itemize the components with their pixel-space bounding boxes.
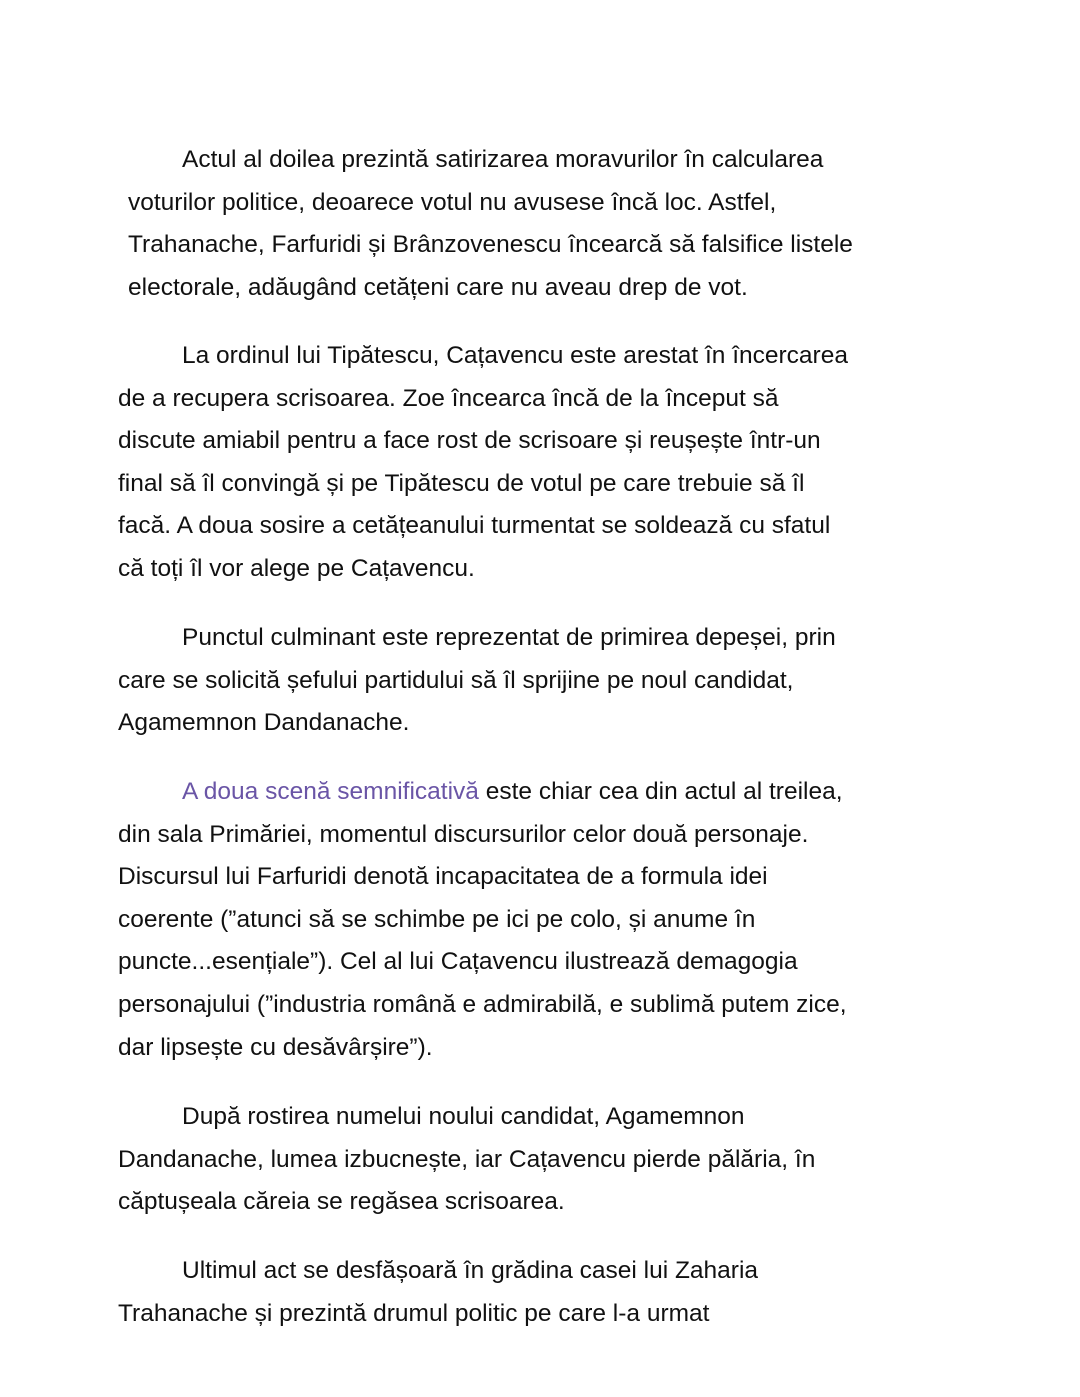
text-line: din sala Primăriei, momentul discursurilor celor două personaje.	[118, 820, 809, 848]
text-line: de a recupera scrisoarea. Zoe încearca încă de la început să	[118, 384, 779, 412]
paragraph-second-scene	[118, 771, 847, 1069]
text-line: La ordinul lui Tipătescu, Cațavencu este arestat în încercarea	[182, 342, 848, 369]
text-line: Agamemnon Dandanache.	[118, 709, 410, 737]
text-line: discute amiabil pentru a face rost de scrisoare și reușește într-un	[118, 427, 821, 455]
text-line: După rostirea numelui noului candidat, Agamemnon	[182, 1103, 745, 1130]
text-line: Punctul culminant este reprezentat de primirea depeșei, prin	[182, 624, 836, 651]
paragraph-candidate-name	[118, 1096, 815, 1224]
text-line: dar lipsește cu desăvârșire”).	[118, 1033, 433, 1061]
text-line: că toți îl vor alege pe Cațavencu.	[118, 554, 475, 582]
text-line: electorale, adăugând cetățeni care nu aveau drep de vot.	[128, 273, 748, 301]
paragraph-last-act	[118, 1250, 758, 1335]
paragraph-act-two	[128, 139, 853, 309]
text-line: căptușeala căreia se regăsea scrisoarea.	[118, 1188, 565, 1216]
text-line: personajului (”industria română e admirabilă, e sublimă putem zice,	[118, 990, 847, 1018]
text-line: Dandanache, lumea izbucnește, iar Cațavencu pierde pălăria, în	[118, 1145, 816, 1173]
text-line: final să îl convingă și pe Tipătescu de votul pe care trebuie să îl	[118, 469, 805, 497]
text-line: facă. A doua sosire a cetățeanului turmentat se soldează cu sfatul	[118, 512, 831, 540]
text-line: voturilor politice, deoarece votul nu avusese încă loc. Astfel,	[128, 188, 777, 216]
paragraph-climax	[118, 617, 836, 745]
text-line: Actul al doilea prezintă satirizarea moravurilor în calcularea	[182, 146, 824, 173]
text-line: Trahanache, Farfuridi și Brânzovenescu încearcă să falsifice listele	[128, 231, 853, 259]
text-line: care se solicită șefului partidului să îl sprijine pe noul candidat,	[118, 666, 794, 694]
text-line: Discursul lui Farfuridi denotă incapacitatea de a formula idei	[118, 863, 768, 891]
text-line: puncte...esențiale”). Cel al lui Cațavencu ilustrează demagogia	[118, 948, 798, 976]
text-line: Ultimul act se desfășoară în grădina casei lui Zaharia	[182, 1257, 759, 1284]
paragraph-arrest	[118, 335, 848, 591]
highlighted-phrase: A doua scenă semnificativă	[182, 778, 479, 805]
text-line: Trahanache și prezintă drumul politic pe care l-a urmat	[118, 1299, 710, 1327]
text-segment: este chiar cea din actul al treilea,	[478, 778, 843, 805]
text-line: coerente (”atunci să se schimbe pe ici pe colo, și anume în	[118, 905, 756, 933]
text-line	[118, 771, 847, 814]
